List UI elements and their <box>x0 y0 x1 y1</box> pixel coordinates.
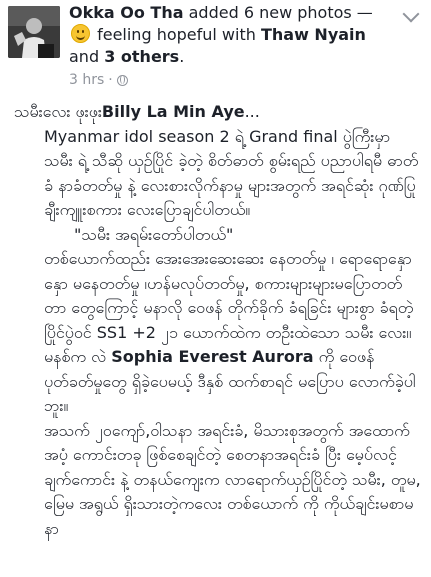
post-timestamp[interactable]: 3 hrs <box>69 72 105 88</box>
greeting-prefix: သမီးလေး ဖုးဖုး <box>14 102 102 121</box>
chevron-down-icon[interactable] <box>403 6 420 23</box>
and-text: and <box>69 47 100 66</box>
avatar[interactable] <box>8 6 60 58</box>
author-name[interactable]: Okka Oo Tha <box>69 3 184 22</box>
post-body <box>14 100 422 541</box>
post-header <box>0 0 431 92</box>
paragraph-2 <box>14 247 422 419</box>
post-action: added 6 new photos — <box>188 3 373 22</box>
paragraph-2-text-b: ကို ဝေဖန် ပုတ်ခတ်မှုတွေ ရှိခဲ့ပေမယ့် ဒီနှစ် ထက်စာရင် မပြောပ လောက်ခဲ့ပါဘူး။ <box>44 347 416 415</box>
paragraph-1: Myanmar idol season 2 ရဲ့ Grand final ပွဲကြီးမှာ သမီး ရဲ့ သီဆို ယှဉ်ပြိုင် ခဲ့တဲ့ စိတ်ဓာတ် စွမ်းရည် ပညာပါရမီ ဓာတ်ခံ နာခံတတ်မှု နဲ့ လေးစားလိုက်နာမှု များအတွက် အရင်ဆုံး ဂုဏ်ပြု ချီးကျူးစကား လေးပြောချင်ပါတယ်။ <box>44 126 419 219</box>
post-header-text <box>69 2 389 68</box>
greeting-line <box>14 100 422 125</box>
greeting-suffix: ... <box>244 102 260 121</box>
post-meta <box>69 72 128 88</box>
period-text: . <box>179 47 185 66</box>
meta-separator: · <box>108 72 113 88</box>
feeling-text: feeling hopeful with <box>97 25 256 44</box>
quote-line: "သမီး အရမ်းတော်ပါတယ်" <box>74 224 234 244</box>
others-link[interactable]: 3 others <box>104 47 180 66</box>
profile-photo <box>8 6 60 58</box>
globe-icon[interactable] <box>117 75 128 86</box>
mentioned-user-link[interactable]: Billy La Min Aye <box>101 102 245 121</box>
paragraph-3: အသက် ၂၀ကျော်,ဝါသနာ အရင်းခံ, မိသားစုအတွက် အထောက်အပံ့ ကောင်းတခု ဖြစ်စေချင်တဲ့ စေတနာအရင်းခံ ပြီး မေ့ပ်လင့်ချက်ကောင်း နဲ့ တနယ်ကျေးက လာရောက်ယှဉ်ပြိုင်တဲ့ သမီး, တူမ, မြေမ အရွယ် ရှိးသားတဲ့ကလေး တစ်ယောက် ကို ကိုယ်ချင်းမစာမနာ <box>44 420 421 538</box>
grinning-emoji-icon <box>71 24 90 43</box>
mentioned-user-link-2[interactable]: Sophia Everest Aurora <box>111 347 314 366</box>
tagged-user-link[interactable]: Thaw Nyain <box>260 25 366 44</box>
paragraph-2-text-a: တစ်ယောက်ထည်း အေးအေးဆေးဆေး နေတတ်မှု ၊ ရောရောနှောနှော မနေတတ်မှု ၊ဟန်မလုပ်တတ်မှု, စကားများများမပြောတတ်တာ တွေကြောင့် မနာလို ဝေဖန် တိုက်ခိုက် ခံရခြင်း များစွာ ခံရတဲ့ ပြိုင်ပွဲဝင် SS1 +2 ၂၁ ယောက်ထဲက တဦးထဲသော သမီး လေး၊၊ မနစ်က လဲ <box>44 249 414 366</box>
